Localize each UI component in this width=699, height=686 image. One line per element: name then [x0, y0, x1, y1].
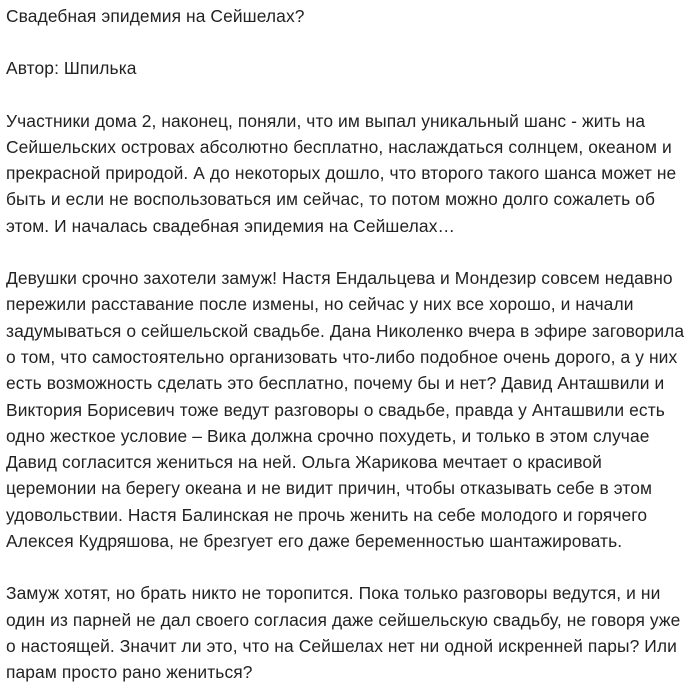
- paragraph-girls: Девушки срочно захотели замуж! Настя Ендальцева и Мондезир совсем недавно пережили расставание после измены, но сейчас у них все хорошо, и начали задумываться о сейшельской свадьбе. Дана Николенко вчера в эфире заговорила о том, что самостоятельно организовать что-либо подобное очень дорого, а у них есть возможность сделать это бесплатно, почему бы и нет? Давид Анташвили и Виктория Борисевич тоже ведут разговоры о свадьбе, правда у Анташвили есть одно жесткое условие – Вика должна срочно похудеть, и только в этом случае Давид согласится жениться на ней. Ольга Жарикова мечтает о красивой церемонии на берегу океана и не видит причин, чтобы отказывать себе в этом удовольствии. Настя Балинская не прочь женить на себе молодого и горячего Алексея Кудряшова, не брезгует его даже беременностью шантажировать.: [6, 268, 685, 552]
- article-author: Автор: Шпилька: [6, 58, 137, 79]
- paragraph-conclusion: Замуж хотят, но брать никто не торопится. Пока только разговоры ведутся, и ни один из парней не дал своего согласия даже сейшельскую свадьбу, не говоря уже о настоящей. Значит ли это, что на Сейшелах нет ни одной искренней пары? Или парам просто рано жениться?: [6, 583, 681, 683]
- paragraph-intro: Участники дома 2, наконец, поняли, что им выпал уникальный шанс - жить на Сейшельских островах абсолютно бесплатно, наслаждаться солнцем, океаном и прекрасной природой. А до некоторых дошло, что второго такого шанса может не быть и если не воспользоваться им сейчас, то потом можно долго сожалеть об этом. И началась свадебная эпидемия на Сейшелах…: [6, 110, 677, 236]
- article-title: Свадебная эпидемия на Сейшелах?: [6, 6, 305, 26]
